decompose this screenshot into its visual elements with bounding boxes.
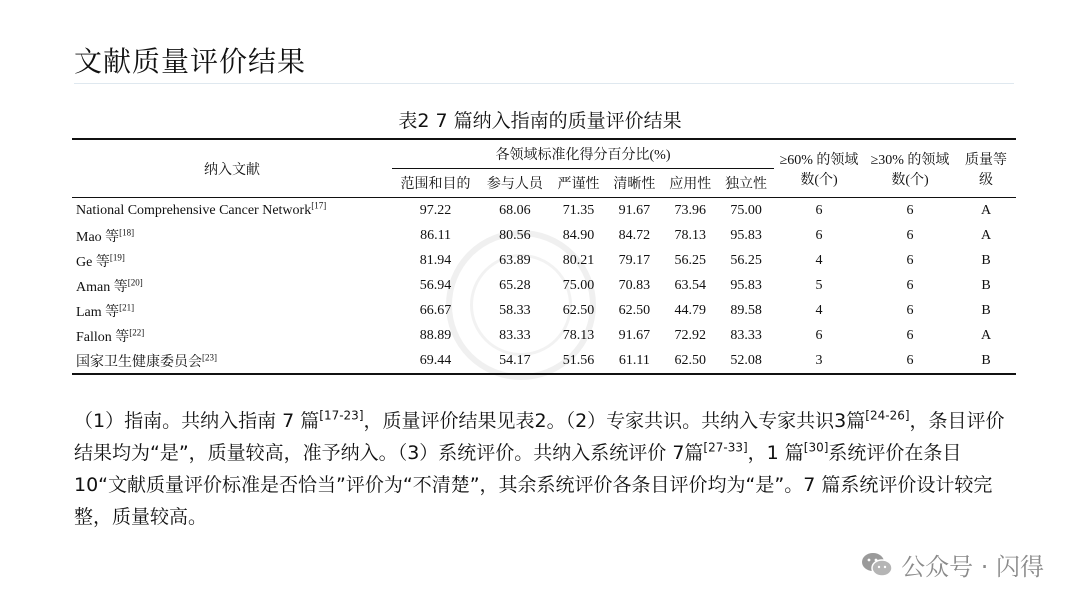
ge60-cell: 4 <box>815 252 823 268</box>
source-name: Ge 等 <box>76 254 110 270</box>
ge30-cell: 6 <box>864 348 956 374</box>
source-name: National Comprehensive Cancer Network <box>76 202 312 218</box>
score-cell: 84.72 <box>618 227 651 243</box>
grade-cell: B <box>981 302 991 318</box>
score-cell: 75.00 <box>730 202 762 218</box>
score-cell: 56.25 <box>730 252 762 268</box>
score-cell: 72.92 <box>674 327 706 343</box>
row-source <box>72 248 392 273</box>
quality-table-container <box>72 138 1016 375</box>
body-paragraph <box>74 405 1010 533</box>
score-cell: 65.28 <box>499 277 531 293</box>
score-cell: 83.33 <box>499 327 531 343</box>
ge60-cell: 6 <box>815 202 823 218</box>
row-source <box>72 273 392 298</box>
score-cell: 56.94 <box>419 277 452 293</box>
title-divider <box>74 83 1014 84</box>
grade-cell: A <box>980 227 992 243</box>
source-ref: [17] <box>311 199 327 210</box>
table-row <box>72 298 1016 323</box>
score-cell: 95.83 <box>730 227 762 243</box>
header-ge30: ≥30% 的领域数(个) <box>864 139 956 198</box>
ge60-cell: 6 <box>815 227 823 243</box>
slide-title: 文献质量评价结果 <box>74 45 307 78</box>
table-row <box>72 248 1016 273</box>
ge60-cell: 4 <box>815 302 823 318</box>
score-cell: 62.50 <box>618 302 651 318</box>
body-text-segment: （1）指南。共纳入指南 7 篇 <box>74 410 320 432</box>
source-name: Fallon 等 <box>76 329 130 345</box>
table-row <box>72 198 1016 224</box>
ge30-cell: 6 <box>906 252 914 268</box>
score-cell: 81.94 <box>419 252 452 268</box>
ge30-cell: 6 <box>906 302 914 318</box>
quality-table <box>72 138 1016 375</box>
score-cell: 62.50 <box>562 302 595 318</box>
score-cell: 97.22 <box>419 202 452 218</box>
source-ref: [22] <box>129 326 145 337</box>
score-cell: 62.50 <box>662 348 718 374</box>
wechat-icon <box>861 551 893 579</box>
score-cell: 91.67 <box>618 327 651 343</box>
body-text-segment: 系统评价在条目 10“文献质量评价标准是否恰当”评价为“不清楚”，其余系统评价各条目评价均为“是”。7 篇系统评价设计较完整，质量较高。 <box>74 442 993 528</box>
header-domain: 清晰性 <box>606 169 662 198</box>
score-cell: 83.33 <box>730 327 762 343</box>
header-domain: 严谨性 <box>551 169 607 198</box>
header-ge60: ≥60% 的领域数(个) <box>774 139 864 198</box>
source-name: 国家卫生健康委员会 <box>76 354 202 370</box>
score-cell: 54.17 <box>479 348 550 374</box>
score-cell: 91.67 <box>618 202 651 218</box>
table-row <box>72 323 1016 348</box>
source-ref: [21] <box>119 301 135 312</box>
score-cell: 78.13 <box>674 227 706 243</box>
row-source <box>72 198 392 224</box>
header-domain: 应用性 <box>662 169 718 198</box>
score-cell: 63.89 <box>499 252 531 268</box>
grade-cell: B <box>956 348 1016 374</box>
source-ref: [20] <box>127 276 143 287</box>
body-text-segment: ，1 篇 <box>747 442 804 464</box>
header-domain: 独立性 <box>718 169 774 198</box>
ge60-cell: 5 <box>815 277 823 293</box>
ge30-cell: 6 <box>906 327 914 343</box>
score-cell: 58.33 <box>499 302 531 318</box>
score-cell: 44.79 <box>674 302 706 318</box>
source-name: Mao 等 <box>76 229 120 245</box>
grade-cell: A <box>980 202 992 218</box>
ge30-cell: 6 <box>906 202 914 218</box>
score-cell: 66.67 <box>419 302 452 318</box>
source-ref: [23] <box>202 351 217 362</box>
score-cell: 73.96 <box>674 202 706 218</box>
grade-cell: A <box>980 327 992 343</box>
header-grade: 质量等级 <box>956 139 1016 198</box>
body-text-segment: ，质量评价结果见表2。（2）专家共识。共纳入专家共识3篇 <box>363 410 866 432</box>
score-cell: 75.00 <box>562 277 595 293</box>
table-row <box>72 223 1016 248</box>
ge30-cell: 6 <box>906 227 914 243</box>
score-cell: 69.44 <box>392 348 479 374</box>
ge60-cell: 6 <box>815 327 823 343</box>
score-cell: 80.21 <box>562 252 595 268</box>
score-cell: 95.83 <box>730 277 762 293</box>
body-text-segment: ，条目评价结果均为“是”，质量较高，准予纳入。（3）系统评价。共纳入系统评价 7篇 <box>74 410 1005 464</box>
source-ref: [19] <box>109 251 125 262</box>
row-source <box>72 298 392 323</box>
citation-ref: [30] <box>803 440 829 455</box>
score-cell: 68.06 <box>499 202 531 218</box>
row-source <box>72 323 392 348</box>
citation-ref: [17-23] <box>319 408 364 423</box>
score-cell: 56.25 <box>674 252 706 268</box>
score-cell: 89.58 <box>730 302 762 318</box>
ge60-cell: 3 <box>774 348 864 374</box>
score-cell: 52.08 <box>718 348 774 374</box>
header-domain: 范围和目的 <box>392 169 479 198</box>
source-name: Lam 等 <box>76 304 120 320</box>
ge30-cell: 6 <box>906 277 914 293</box>
citation-ref: [24-26] <box>865 408 910 423</box>
grade-cell: B <box>981 277 991 293</box>
score-cell: 51.56 <box>551 348 607 374</box>
table-caption: 表2 7 篇纳入指南的质量评价结果 <box>398 110 682 132</box>
score-cell: 71.35 <box>562 202 595 218</box>
row-source <box>72 223 392 248</box>
brand-label: 公众号 · 闪得 <box>901 553 1044 581</box>
source-name: Aman 等 <box>76 279 128 295</box>
score-cell: 70.83 <box>618 277 651 293</box>
table-row <box>72 273 1016 298</box>
header-domain: 参与人员 <box>479 169 550 198</box>
table-row <box>72 348 1016 374</box>
score-cell: 80.56 <box>499 227 531 243</box>
source-ref: [18] <box>119 226 135 237</box>
citation-ref: [27-33] <box>703 440 748 455</box>
score-cell: 78.13 <box>562 327 595 343</box>
grade-cell: B <box>981 252 991 268</box>
score-cell: 79.17 <box>618 252 651 268</box>
header-source: 纳入文献 <box>72 139 392 198</box>
score-cell: 84.90 <box>562 227 595 243</box>
header-domain-group: 各领域标准化得分百分比(%) <box>392 139 774 169</box>
row-source <box>72 348 392 374</box>
brand-watermark <box>861 547 1044 582</box>
score-cell: 61.11 <box>606 348 662 374</box>
score-cell: 88.89 <box>419 327 452 343</box>
score-cell: 63.54 <box>674 277 706 293</box>
score-cell: 86.11 <box>420 227 452 243</box>
